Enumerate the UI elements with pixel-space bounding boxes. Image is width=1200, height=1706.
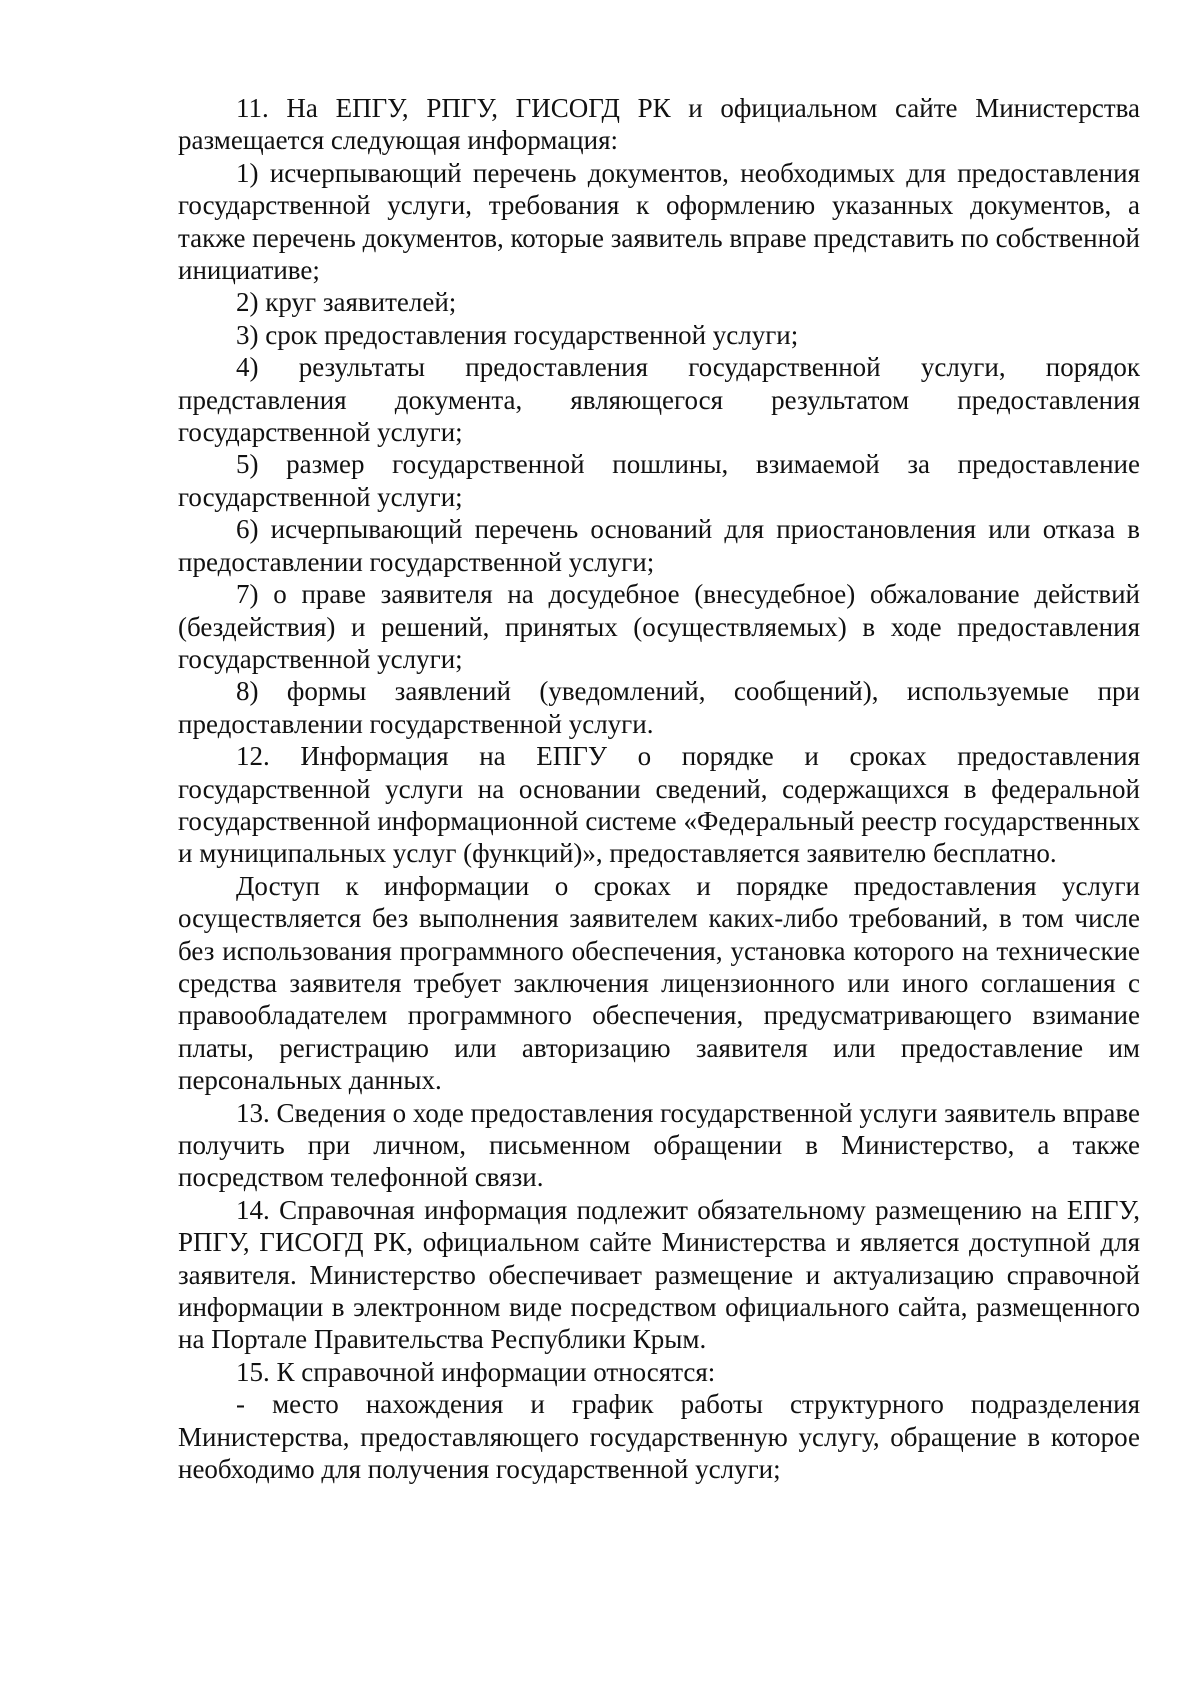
list-item-dash: - место нахождения и график работы структурного подразделения Министерства, предоставляющего государственную услугу, обращение в которое необходимо для получения государственной услуги;: [178, 1389, 1140, 1485]
list-item-5: 5) размер государственной пошлины, взимаемой за предоставление государственной услуги;: [178, 449, 1140, 512]
list-item-4: 4) результаты предоставления государственной услуги, порядок представления документа, являющегося результатом предоставления государственной услуги;: [178, 352, 1140, 448]
document-page: [178, 92, 1140, 1485]
paragraph-15: 15. К справочной информации относятся:: [236, 1356, 716, 1387]
paragraph-13: 13. Сведения о ходе предоставления государственной услуги заявитель вправе получить при личном, письменном обращении в Министерство, а также посредством телефонной связи.: [178, 1097, 1140, 1193]
paragraph-12: 12. Информация на ЕПГУ о порядке и сроках предоставления государственной услуги на основании сведений, содержащихся в федеральной государственной информационной системе «Федеральный реестр государственных и муниципальных услуг (функций)», предоставляется заявителю бесплатно.: [178, 741, 1140, 869]
paragraph-14: 14. Справочная информация подлежит обязательному размещению на ЕПГУ, РПГУ, ГИСОГД РК, официальном сайте Министерства и является доступной для заявителя. Министерство обеспечивает размещение и актуализацию справочной информации в электронном виде посредством официального сайта, размещенного на Портале Правительства Республики Крым.: [178, 1194, 1140, 1355]
list-item-7: 7) о праве заявителя на досудебное (внесудебное) обжалование действий (бездействия) и решений, принятых (осуществляемых) в ходе предоставления государственной услуги;: [178, 579, 1140, 674]
paragraph-access: Доступ к информации о сроках и порядке предоставления услуги осуществляется без выполнения заявителем каких-либо требований, в том числе без использования программного обеспечения, установка которого на технические средства заявителя требует заключения лицензионного или иного соглашения с правообладателем программного обеспечения, предусматривающего взимание платы, регистрацию или авторизацию заявителя или предоставление им персональных данных.: [178, 870, 1140, 1096]
list-item-1: 1) исчерпывающий перечень документов, необходимых для предоставления государственной услуги, требования к оформлению указанных документов, а также перечень документов, которые заявитель вправе представить по собственной инициативе;: [178, 157, 1140, 286]
list-item-8: 8) формы заявлений (уведомлений, сообщений), используемые при предоставлении государственной услуги.: [178, 676, 1140, 739]
list-item-3: 3) срок предоставления государственной услуги;: [236, 319, 799, 350]
paragraph-11: 11. На ЕПГУ, РПГУ, ГИСОГД РК и официальном сайте Министерства размещается следующая информация:: [178, 93, 1140, 156]
list-item-2: 2) круг заявителей;: [236, 287, 457, 318]
list-item-6: 6) исчерпывающий перечень оснований для приостановления или отказа в предоставлении государственной услуги;: [178, 514, 1140, 577]
